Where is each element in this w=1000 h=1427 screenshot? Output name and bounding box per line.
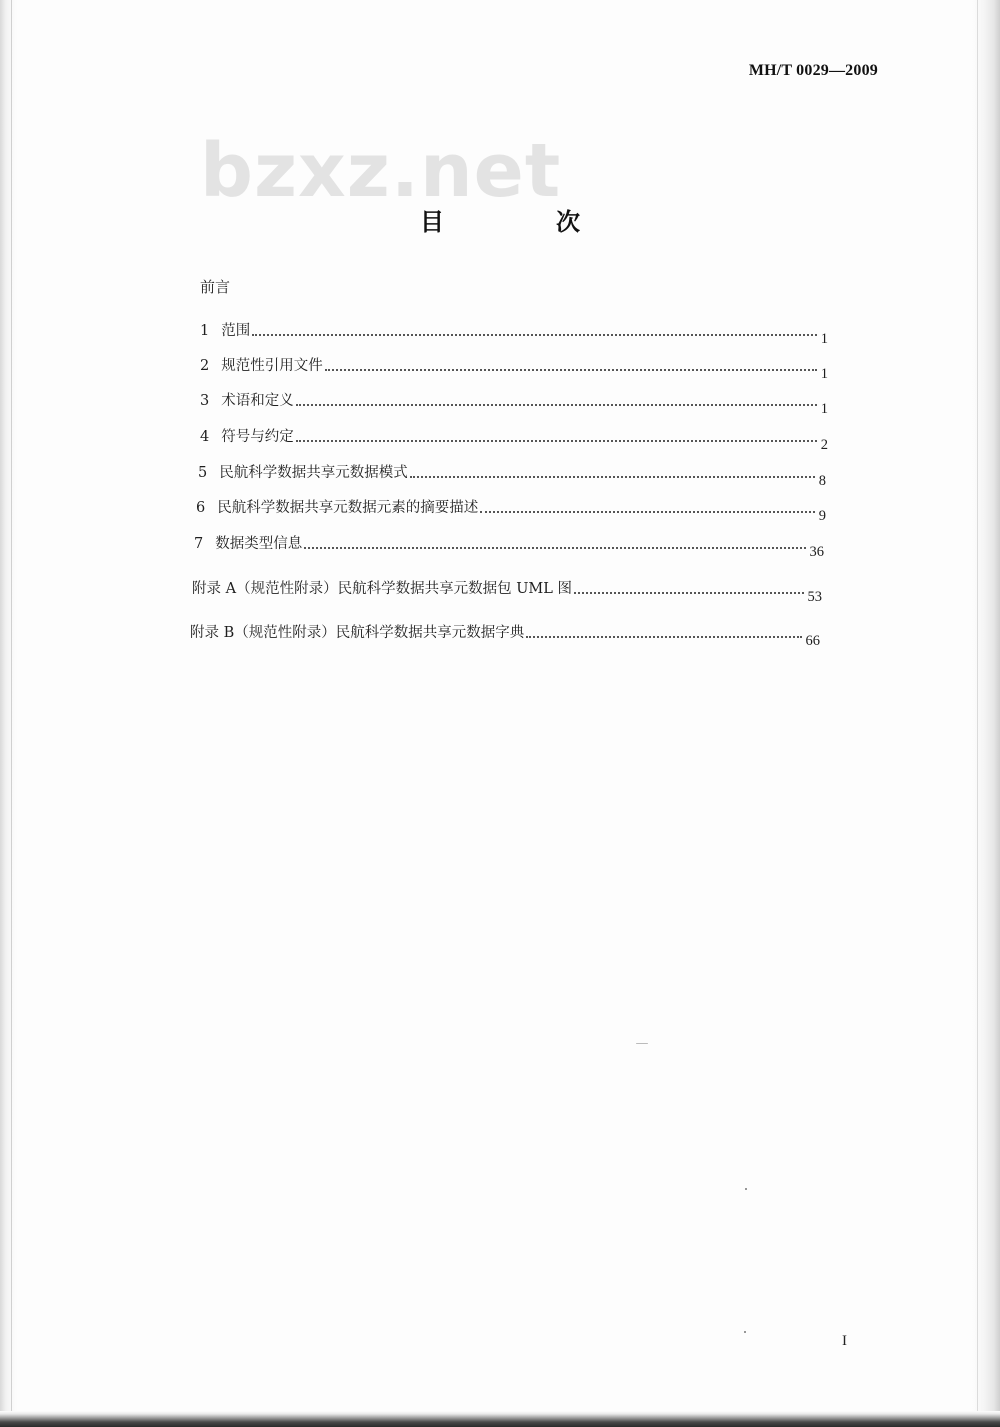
- toc-leader-dots: [296, 404, 817, 406]
- toc-leader-dots: [410, 476, 815, 478]
- standard-number: MH/T 0029—2009: [748, 62, 878, 79]
- toc-entry-6: [196, 499, 826, 524]
- toc-entry-annex-a: [192, 580, 822, 605]
- toc-entry-label: 范围: [221, 323, 251, 339]
- toc-entry-number: 6: [196, 500, 206, 516]
- toc-entry-4: [200, 428, 828, 453]
- toc-entry-page: 8: [818, 473, 826, 489]
- toc-leader-dots: [325, 369, 817, 371]
- toc-title: 目 次: [420, 208, 624, 236]
- scan-speck: [636, 1043, 648, 1044]
- toc-entry-5: [198, 464, 826, 489]
- toc-leader-dots: [252, 334, 817, 336]
- toc-leader-dots: [480, 511, 815, 513]
- page-number: I: [842, 1333, 847, 1349]
- watermark: bzxz.net: [200, 128, 562, 214]
- toc-entry-preface: 前言: [200, 278, 231, 296]
- toc-entry-7: [194, 535, 824, 560]
- toc-entry-label: 数据类型信息: [215, 536, 303, 552]
- toc-entry-label: 附录 B（规范性附录）民航科学数据共享元数据字典: [190, 625, 525, 641]
- toc-entry-label: 术语和定义: [221, 393, 294, 409]
- toc-entry-2: [200, 357, 828, 382]
- toc-entry-number: 3: [200, 393, 210, 409]
- toc-entry-number: 1: [200, 323, 210, 339]
- toc-entry-page: 2: [820, 437, 828, 453]
- toc-leader-dots: [304, 547, 805, 549]
- toc-entry-number: 5: [198, 465, 208, 481]
- toc-leader-dots: [526, 636, 801, 638]
- toc-entry-page: 9: [818, 508, 826, 524]
- scan-speck: [745, 1188, 747, 1190]
- toc-entry-label: 民航科学数据共享元数据元素的摘要描述: [217, 500, 479, 516]
- toc-entry-page: 53: [807, 589, 822, 605]
- toc-entry-label: 民航科学数据共享元数据模式: [219, 465, 408, 481]
- toc-entry-page: 36: [809, 544, 824, 560]
- scan-speck: [744, 1331, 746, 1333]
- toc-entry-annex-b: [190, 624, 820, 649]
- toc-entry-number: 4: [200, 429, 210, 445]
- toc-leader-dots: [574, 592, 804, 594]
- toc-entry-label: 符号与约定: [221, 429, 294, 445]
- toc-entry-page: 66: [805, 633, 820, 649]
- toc-entry-1: [200, 322, 828, 347]
- toc-entry-label: 附录 A（规范性附录）民航科学数据共享元数据包 UML 图: [192, 581, 572, 597]
- toc-entry-page: 1: [820, 331, 828, 347]
- toc-entry-page: 1: [820, 401, 828, 417]
- toc-entry-page: 1: [820, 366, 828, 382]
- toc-leader-dots: [296, 440, 817, 442]
- toc-entry-number: 7: [194, 536, 204, 552]
- toc-entry-number: 2: [200, 358, 210, 374]
- toc-entry-label: 规范性引用文件: [221, 358, 323, 374]
- toc-entry-3: [200, 392, 828, 417]
